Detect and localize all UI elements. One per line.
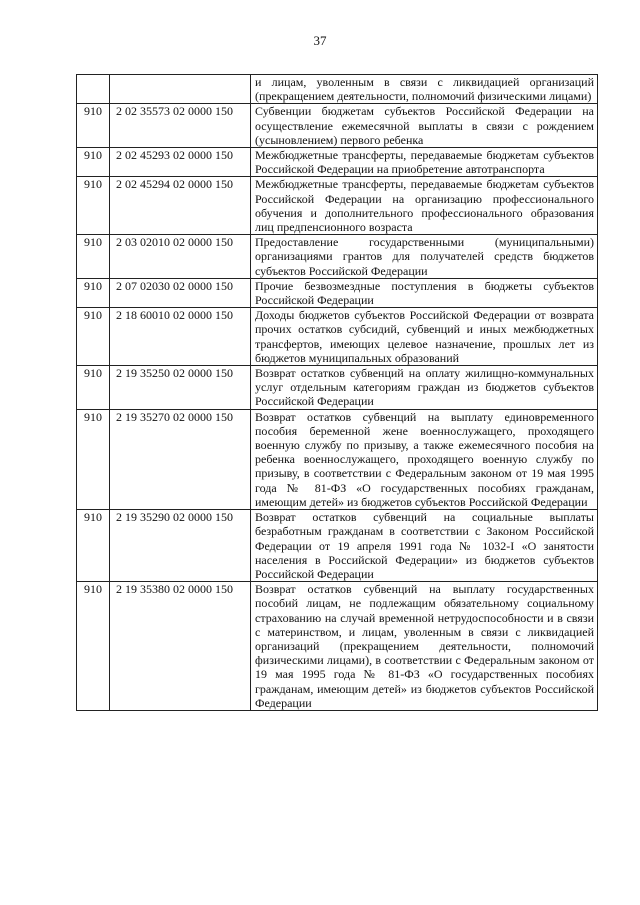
description-cell: Возврат остатков субвенций на выплату государственных пособий лицам, не подлежащим обязательному социальному страхованию на случай временной нетрудоспособности и в связи с материнством, и лицам, уволенным в связи с ликвидацией организаций (прекращением деятельности, полномочий физическими лицами), в соответствии с Федеральным законом от 19 мая 1995 года № 81-ФЗ «О государственных пособиях гражданам, имеющим детей» из бюджетов субъектов Российской Федерации	[251, 582, 598, 711]
admin-code-cell: 910	[77, 308, 110, 366]
description-cell: Возврат остатков субвенций на социальные выплаты безработным гражданам в соответствии с Законом Российской Федерации от 19 апреля 1991 года № 1032-I «О занятости населения в Российской Федерации» из бюджетов субъектов Российской Федерации	[251, 510, 598, 582]
admin-code-cell: 910	[77, 177, 110, 235]
description-cell: Межбюджетные трансферты, передаваемые бюджетам субъектов Российской Федерации на приобретение автотранспорта	[251, 148, 598, 177]
admin-code-cell: 910	[77, 148, 110, 177]
description-cell: Прочие безвозмездные поступления в бюджеты субъектов Российской Федерации	[251, 278, 598, 307]
table-row	[77, 104, 598, 148]
page-number: 37	[313, 33, 327, 48]
description-cell: Субвенции бюджетам субъектов Российской Федерации на осуществление ежемесячной выплаты в связи с рождением (усыновлением) первого ребенка	[251, 104, 598, 148]
description-cell: Возврат остатков субвенций на выплату единовременного пособия беременной жене военнослужащего, проходящего военную службу по призыву, а также ежемесячного пособия на ребенка военнослужащего, проходящего военную службу по призыву, в соответствии с Федеральным законом от 19 мая 1995 года № 81-ФЗ «О государственных пособиях гражданам, имеющим детей» из бюджетов субъектов Российской Федерации	[251, 409, 598, 509]
table-row	[77, 148, 598, 177]
budget-code-cell: 2 19 35380 02 0000 150	[110, 582, 251, 711]
admin-code-cell: 910	[77, 366, 110, 410]
admin-code-cell: 910	[77, 235, 110, 279]
description-cell: и лицам, уволенным в связи с ликвидацией организаций (прекращением деятельности, полномочий физическими лицами)	[251, 75, 598, 104]
table-row	[77, 409, 598, 509]
table-row	[77, 308, 598, 366]
table-row	[77, 177, 598, 235]
budget-code-cell: 2 07 02030 02 0000 150	[110, 278, 251, 307]
budget-code-cell: 2 19 35250 02 0000 150	[110, 366, 251, 410]
table-row	[77, 278, 598, 307]
budget-code-cell: 2 19 35270 02 0000 150	[110, 409, 251, 509]
budget-code-cell	[110, 75, 251, 104]
admin-code-cell: 910	[77, 409, 110, 509]
table-row	[77, 510, 598, 582]
table-row	[77, 75, 598, 104]
admin-code-cell: 910	[77, 582, 110, 711]
budget-code-cell: 2 02 45293 02 0000 150	[110, 148, 251, 177]
admin-code-cell: 910	[77, 510, 110, 582]
table-row	[77, 366, 598, 410]
admin-code-cell	[77, 75, 110, 104]
budget-code-cell: 2 18 60010 02 0000 150	[110, 308, 251, 366]
admin-code-cell: 910	[77, 278, 110, 307]
description-cell: Доходы бюджетов субъектов Российской Федерации от возврата прочих остатков субсидий, субвенций и иных межбюджетных трансфертов, имеющих целевое назначение, прошлых лет из бюджетов муниципальных образований	[251, 308, 598, 366]
description-cell: Предоставление государственными (муниципальными) организациями грантов для получателей средств бюджетов субъектов Российской Федерации	[251, 235, 598, 279]
description-cell: Возврат остатков субвенций на оплату жилищно-коммунальных услуг отдельным категориям граждан из бюджетов субъектов Российской Федерации	[251, 366, 598, 410]
budget-code-cell: 2 19 35290 02 0000 150	[110, 510, 251, 582]
description-cell: Межбюджетные трансферты, передаваемые бюджетам субъектов Российской Федерации на организацию профессионального обучения и дополнительного профессионального образования лиц предпенсионного возраста	[251, 177, 598, 235]
table-row	[77, 582, 598, 711]
budget-code-cell: 2 02 35573 02 0000 150	[110, 104, 251, 148]
budget-code-cell: 2 02 45294 02 0000 150	[110, 177, 251, 235]
admin-code-cell: 910	[77, 104, 110, 148]
table-row	[77, 235, 598, 279]
budget-code-cell: 2 03 02010 02 0000 150	[110, 235, 251, 279]
budget-codes-table	[76, 74, 598, 711]
